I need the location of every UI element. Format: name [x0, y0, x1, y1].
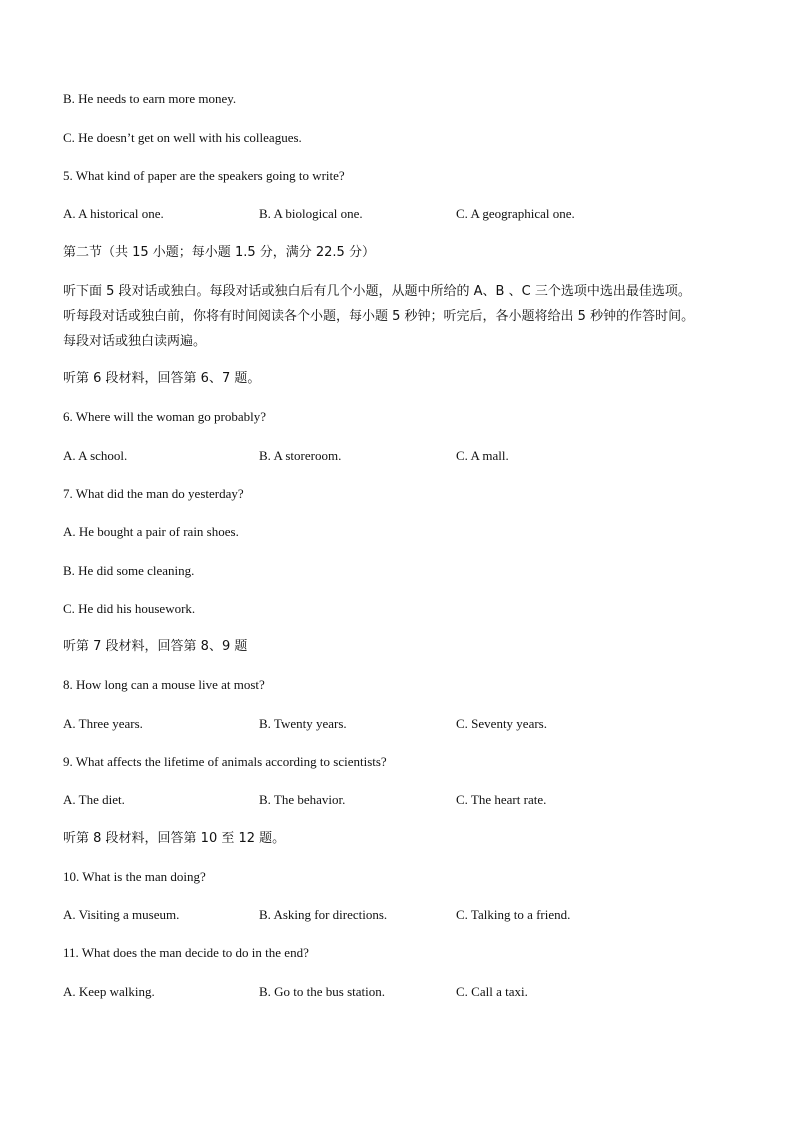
- instruction-line-1: 听下面 5 段对话或独白。每段对话或独白后有几个小题，从题中所给的 A、B 、C 三个选项中选出最佳选项。: [63, 284, 691, 299]
- q7-option-a: A. He bought a pair of rain shoes.: [63, 524, 239, 539]
- q4-option-c: C. He doesn’t get on well with his colleagues.: [63, 130, 302, 145]
- q5-option-a: A. A historical one.: [63, 206, 164, 221]
- q7-question: 7. What did the man do yesterday?: [63, 486, 244, 501]
- q4-option-b: B. He needs to earn more money.: [63, 91, 237, 106]
- q6-option-c: C. A mall.: [456, 448, 509, 463]
- q9-question: 9. What affects the lifetime of animals according to scientists?: [63, 754, 387, 769]
- q8-question: 8. How long can a mouse live at most?: [63, 677, 265, 692]
- section2-heading: 第二节（共 15 小题；每小题 1.5 分，满分 22.5 分）: [63, 245, 375, 260]
- q6-option-b: B. A storeroom.: [259, 448, 342, 463]
- q10-option-b: B. Asking for directions.: [259, 907, 388, 922]
- section2-instructions: [63, 279, 753, 354]
- q6-option-a: A. A school.: [63, 448, 128, 463]
- q11-options: [63, 983, 753, 1001]
- q8-option-c: C. Seventy years.: [456, 716, 547, 731]
- q8-option-b: B. Twenty years.: [259, 716, 347, 731]
- q5-option-c: C. A geographical one.: [456, 206, 575, 221]
- q10-question: 10. What is the man doing?: [63, 869, 206, 884]
- q5-option-b: B. A biological one.: [259, 206, 363, 221]
- q10-option-c: C. Talking to a friend.: [456, 907, 571, 922]
- q11-option-b: B. Go to the bus station.: [259, 984, 386, 999]
- q5-question: 5. What kind of paper are the speakers going to write?: [63, 168, 345, 183]
- instruction-line-2: 听每段对话或独白前，你将有时间阅读各个小题，每小题 5 秒钟；听完后，各小题将给出 5 秒钟的作答时间。: [63, 309, 695, 324]
- q6-options: [63, 447, 753, 465]
- q7-option-b: B. He did some cleaning.: [63, 563, 195, 578]
- passage8-heading: 听第 8 段材料，回答第 10 至 12 题。: [63, 831, 286, 846]
- q5-options: [63, 205, 753, 223]
- q11-option-c: C. Call a taxi.: [456, 984, 528, 999]
- q11-question: 11. What does the man decide to do in the end?: [63, 945, 309, 960]
- q8-option-a: A. Three years.: [63, 716, 143, 731]
- instruction-line-3: 每段对话或独白读两遍。: [63, 334, 207, 349]
- q10-option-a: A. Visiting a museum.: [63, 907, 180, 922]
- q11-option-a: A. Keep walking.: [63, 984, 155, 999]
- q6-question: 6. Where will the woman go probably?: [63, 409, 267, 424]
- q7-option-c: C. He did his housework.: [63, 601, 196, 616]
- q9-option-b: B. The behavior.: [259, 792, 346, 807]
- document-page: [63, 0, 753, 1123]
- q9-option-a: A. The diet.: [63, 792, 125, 807]
- q9-option-c: C. The heart rate.: [456, 792, 547, 807]
- q9-options: [63, 791, 753, 809]
- passage7-heading: 听第 7 段材料，回答第 8、9 题: [63, 639, 248, 654]
- passage6-heading: 听第 6 段材料，回答第 6、7 题。: [63, 371, 261, 386]
- q8-options: [63, 715, 753, 733]
- q10-options: [63, 906, 753, 924]
